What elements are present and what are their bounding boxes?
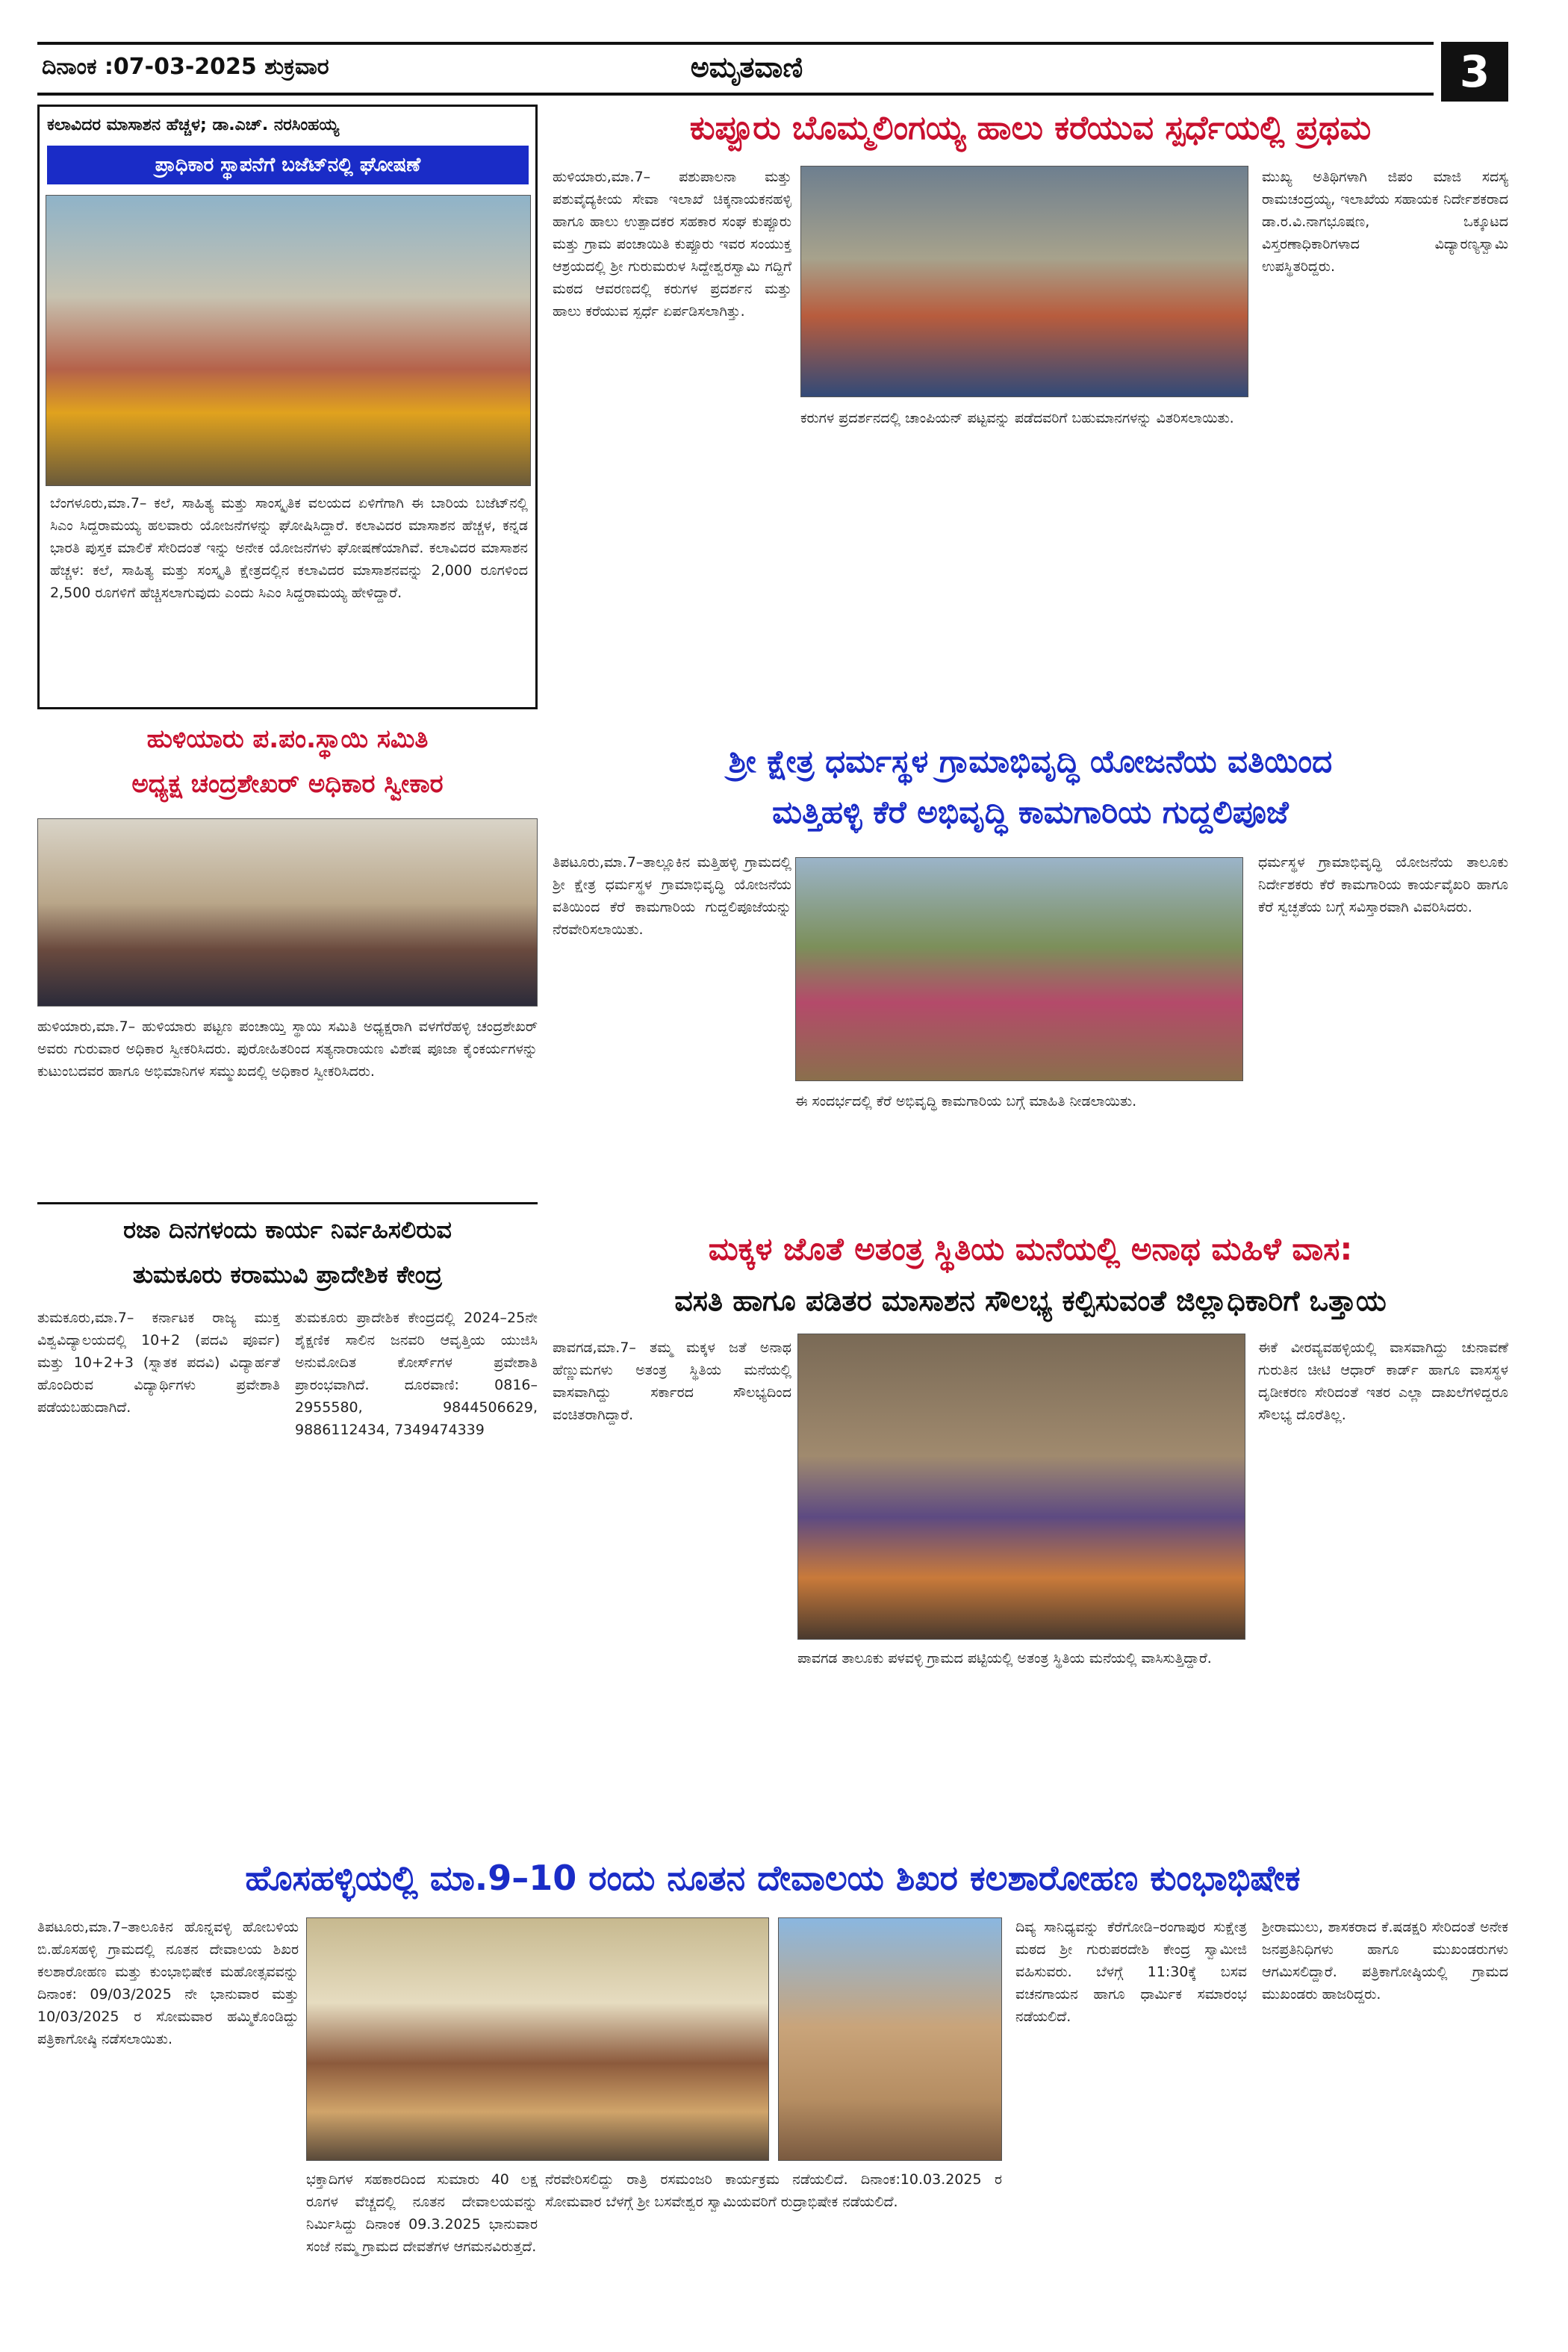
story-milking-col2: ಕರುಗಳ ಪ್ರದರ್ಶನದಲ್ಲಿ ಚಾಂಪಿಯನ್ ಪಟ್ಟವನ್ನು ಪಡೆದವರಿಗೆ ಬಹುಮಾನಗಳನ್ನು ವಿತರಿಸಲಾಯಿತು. [800,410,1234,426]
story-university-col2: ತುಮಕೂರು ಪ್ರಾದೇಶಿಕ ಕೇಂದ್ರದಲ್ಲಿ 2024–25ನೇ ಶೈಕ್ಷಣಿಕ ಸಾಲಿನ ಜನವರಿ ಆವೃತ್ತಿಯ ಯುಜಿಸಿ ಅನುಮೋದಿತ ಕೋರ್ಸ್‌ಗಳ ಪ್ರವೇಶಾತಿ ಪ್ರಾರಂಭವಾಗಿದೆ. ದೂರವಾಣಿ: 0816–2955580, 9844506629, 9886112434, 7349474339 [295,1310,538,1438]
story-headline-standing-committee-1: ಹುಳಿಯಾರು ಪ.ಪಂ.ಸ್ಥಾಯಿ ಸಮಿತಿ [146,724,429,754]
story-headline-milking: ಕುಪ್ಪೂರು ಬೊಮ್ಮಲಿಂಗಯ್ಯ ಹಾಲು ಕರೆಯುವ ಸ್ಪರ್ಧೆಯಲ್ಲಿ ಪ್ರಥಮ [689,109,1372,147]
temple-photo [778,1917,1002,2161]
story-headline: ಪ್ರಾಧಿಕಾರ ಸ್ಥಾಪನೆಗೆ ಬಜೆಟ್‌ನಲ್ಲಿ ಘೋಷಣೆ [47,146,529,184]
story-headline-university-1: ರಜಾ ದಿನಗಳಂದು ಕಾರ್ಯ ನಿರ್ವಹಿಸಲಿರುವ [123,1216,452,1244]
story-milking-col1: ಹುಳಿಯಾರು,ಮಾ.7– ಪಶುಪಾಲನಾ ಮತ್ತು ಪಶುವೈದ್ಯಕೀಯ ಸೇವಾ ಇಲಾಖೆ ಚಿಕ್ಕನಾಯಕನಹಳ್ಳಿ ಹಾಗೂ ಹಾಲು ಉತ್ಪಾದಕರ ಸಹಕಾರ ಸಂಘ ಕುಪ್ಪೂರು ಮತ್ತು ಗ್ರಾಮ ಪಂಚಾಯಿತಿ ಕುಪ್ಪೂರು ಇವರ ಸಂಯುಕ್ತ ಆಶ್ರಯದಲ್ಲಿ ಶ್ರೀ ಗುರುಮರುಳ ಸಿದ್ದೇಶ್ವರಸ್ವಾಮಿ ಗದ್ದಿಗೆ ಮಠದ ಆವರಣದಲ್ಲಿ ಕರುಗಳ ಪ್ರದರ್ಶನ ಮತ್ತು ಹಾಲು ಕರೆಯುವ ಸ್ಪರ್ಧೆ ಏರ್ಪಡಿಸಲಾಗಿತ್ತು. [553,169,791,320]
story-university-col1: ತುಮಕೂರು,ಮಾ.7– ಕರ್ನಾಟಕ ರಾಜ್ಯ ಮುಕ್ತ ವಿಶ್ವವಿದ್ಯಾಲಯದಲ್ಲಿ 10+2 (ಪದವಿ ಪೂರ್ವ) ಮತ್ತು 10+2+3 (ಸ್ನಾತಕ ಪದವಿ) ವಿದ್ಯಾರ್ಹತೆ ಹೊಂದಿರುವ ವಿದ್ಯಾರ್ಥಿಗಳು ಪ್ರವೇಶಾತಿ ಪಡೆಯಬಹುದಾಗಿದೆ. [37,1310,280,1416]
story-headline-lake-1: ಶ್ರೀ ಕ್ಷೇತ್ರ ಧರ್ಮಸ್ಥಳ ಗ್ರಾಮಾಭಿವೃದ್ಧಿ ಯೋಜನೆಯ ವತಿಯಿಂದ [728,743,1333,780]
masthead-bottom-rule [37,93,1434,96]
story-headline-destitute-1: ಮಕ್ಕಳ ಜೊತೆ ಅತಂತ್ರ ಸ್ಥಿತಿಯ ಮನೆಯಲ್ಲಿ ಅನಾಥ ಮಹಿಳೆ ವಾಸ: [708,1231,1353,1267]
press-meet-photo [306,1917,769,2161]
story-headline-standing-committee-2: ಅಧ್ಯಕ್ಷ ಚಂದ್ರಶೇಖರ್ ಅಧಿಕಾರ ಸ್ವೀಕಾರ [131,769,444,799]
page-number: 3 [1441,42,1508,102]
story-destitute-col1: ಪಾವಗಡ,ಮಾ.7– ತಮ್ಮ ಮಕ್ಕಳ ಜತೆ ಅನಾಥ ಹೆಣ್ಣುಮಗಳು ಅತಂತ್ರ ಸ್ಥಿತಿಯ ಮನೆಯಲ್ಲಿ ವಾಸವಾಗಿದ್ದು ಸರ್ಕಾರದ ಸೌಲಭ್ಯದಿಂದ ವಂಚಿತರಾಗಿದ್ದಾರೆ. [553,1340,791,1423]
award-ceremony-photo [800,166,1248,397]
story-headline-destitute-2: ವಸತಿ ಹಾಗೂ ಪಡಿತರ ಮಾಸಾಶನ ಸೌಲಭ್ಯ ಕಲ್ಪಿಸುವಂತೆ ಜಿಲ್ಲಾಧಿಕಾರಿಗೆ ಒತ್ತಾಯ [674,1284,1387,1317]
folk-dance-photo [46,195,531,486]
story-destitute-col3: ಈಕೆ ವೀರವ್ಯವಹಳ್ಳಿಯಲ್ಲಿ ವಾಸವಾಗಿದ್ದು ಚುನಾವಣೆ ಗುರುತಿನ ಚೀಟಿ ಆಧಾರ್ ಕಾರ್ಡ್ ಹಾಗೂ ವಾಸಸ್ಥಳ ದೃಡೀಕರಣ ಸೇರಿದಂತೆ ಇತರ ಎಲ್ಲಾ ದಾಖಲೆಗಳಿದ್ದರೂ ಸೌಲಭ್ಯ ದೊರೆತಿಲ್ಲ. [1258,1340,1508,1423]
issue-date: ದಿನಾಂಕ :07-03-2025 ಶುಕ್ರವಾರ [42,54,329,80]
committee-photo [37,818,538,1007]
groundbreaking-photo [795,857,1243,1081]
story-artist-pension-box [37,105,538,709]
story-temple-col4: ದಿವ್ಯ ಸಾನಿಧ್ಯವನ್ನು ಕೆರೆಗೋಡಿ–ರಂಗಾಪುರ ಸುಕ್ಷೇತ್ರ ಮಠದ ಶ್ರೀ ಗುರುಪರದೇಶಿ ಕೇಂದ್ರ ಸ್ವಾಮೀಜಿ ವಹಿಸುವರು. ಬೆಳಗ್ಗೆ 11:30ಕ್ಕೆ ಬಸವ ವಚನಗಾಯನ ಹಾಗೂ ಧಾರ್ಮಿಕ ಸಮಾರಂಭ ನಡೆಯಲಿದೆ. [1015,1919,1247,2025]
story-headline-lake-2: ಮತ್ತಿಹಳ್ಳಿ ಕೆರೆ ಅಭಿವೃದ್ಧಿ ಕಾಮಗಾರಿಯ ಗುದ್ದಲಿಪೂಜೆ [772,794,1289,830]
family-photo [797,1334,1245,1640]
story-temple-col1: ತಿಪಟೂರು,ಮಾ.7–ತಾಲೂಕಿನ ಹೊನ್ನವಳ್ಳಿ ಹೋಬಳಿಯ ಬಿ.ಹೊಸಹಳ್ಳಿ ಗ್ರಾಮದಲ್ಲಿ ನೂತನ ದೇವಾಲಯ ಶಿಖರ ಕಲಶಾರೋಹಣ ಮತ್ತು ಕುಂಭಾಭಿಷೇಕ ಮಹೋತ್ಸವವನ್ನು ದಿನಾಂಕ: 09/03/2025 ನೇ ಭಾನುವಾರ ಮತ್ತು 10/03/2025 ರ ಸೋಮವಾರ ಹಮ್ಮಿಕೊಂಡಿದ್ದು ಪತ್ರಿಕಾಗೋಷ್ಠಿ ನಡೆಸಲಾಯಿತು. [37,1919,299,2047]
divider-rule [37,1202,538,1204]
story-lake-col1: ತಿಪಟೂರು,ಮಾ.7–ತಾಲ್ಲೂಕಿನ ಮತ್ತಿಹಳ್ಳಿ ಗ್ರಾಮದಲ್ಲಿ ಶ್ರೀ ಕ್ಷೇತ್ರ ಧರ್ಮಸ್ಥಳ ಗ್ರಾಮಾಭಿವೃದ್ಧಿ ಯೋಜನೆಯ ವತಿಯಿಂದ ಕೆರೆ ಕಾಮಗಾರಿಯ ಗುದ್ದಲಿಪೂಜೆಯನ್ನು ನೆರವೇರಿಸಲಾಯಿತು. [553,854,791,938]
story-lake-col3: ಧರ್ಮಸ್ಥಳ ಗ್ರಾಮಾಭಿವೃದ್ಧಿ ಯೋಜನೆಯ ತಾಲೂಕು ನಿರ್ದೇಶಕರು ಕೆರೆ ಕಾಮಗಾರಿಯ ಕಾರ್ಯವೈಖರಿ ಹಾಗೂ ಕೆರೆ ಸ್ವಚ್ಛತೆಯ ಬಗ್ಗೆ ಸವಿಸ್ತಾರವಾಗಿ ವಿವರಿಸಿದರು. [1258,854,1508,915]
story-standing-committee-body: ಹುಳಿಯಾರು,ಮಾ.7– ಹುಳಿಯಾರು ಪಟ್ಟಣ ಪಂಚಾಯ್ತಿ ಸ್ಥಾಯಿ ಸಮಿತಿ ಅಧ್ಯಕ್ಷರಾಗಿ ವಳಗೆರೆಹಳ್ಳಿ ಚಂದ್ರಶೇಖರ್ ಅವರು ಗುರುವಾರ ಅಧಿಕಾರ ಸ್ವೀಕರಿಸಿದರು. ಪುರೋಹಿತರಿಂದ ಸತ್ಯನಾರಾಯಣ ವಿಶೇಷ ಪೂಜಾ ಕೈಂಕರ್ಯಗಳನ್ನು ಕುಟುಂಬದವರ ಹಾಗೂ ಅಭಿಮಾನಿಗಳ ಸಮ್ಮುಖದಲ್ಲಿ ಅಧಿಕಾರ ಸ್ವೀಕರಿಸಿದರು. [37,1018,538,1080]
story-kicker: ಕಲಾವಿದರ ಮಾಸಾಶನ ಹೆಚ್ಚಳ; ಡಾ.ಎಚ್. ನರಸಿಂಹಯ್ಯ [47,116,340,134]
story-headline-temple: ಹೊಸಹಳ್ಳಿಯಲ್ಲಿ ಮಾ.9–10 ರಂದು ನೂತನ ದೇವಾಲಯ ಶಿಖರ ಕಲಶಾರೋಹಣ ಕುಂಭಾಭಿಷೇಕ [245,1858,1301,1898]
masthead-top-rule [37,42,1434,45]
story-milking-col3: ಮುಖ್ಯ ಅತಿಥಿಗಳಾಗಿ ಜಿಪಂ ಮಾಜಿ ಸದಸ್ಯ ರಾಮಚಂದ್ರಯ್ಯ, ಇಲಾಖೆಯ ಸಹಾಯಕ ನಿರ್ದೇಶಕರಾದ ಡಾ.ರ.ವಿ.ನಾಗಭೂಷಣ, ಒಕ್ಕೂಟದ ವಿಸ್ತರಣಾಧಿಕಾರಿಗಳಾದ ವಿದ್ಯಾರಣ್ಯಸ್ವಾಮಿ ಉಪಸ್ಥಿತರಿದ್ದರು. [1262,169,1508,275]
story-lake-col2: ಈ ಸಂದರ್ಭದಲ್ಲಿ ಕೆರೆ ಅಭಿವೃದ್ಧಿ ಕಾಮಗಾರಿಯ ಬಗ್ಗೆ ಮಾಹಿತಿ ನೀಡಲಾಯಿತು. [795,1093,1137,1110]
story-temple-col2: ಭಕ್ತಾದಿಗಳ ಸಹಕಾರದಿಂದ ಸುಮಾರು 40 ಲಕ್ಷ ರೂಗಳ ವೆಚ್ಚದಲ್ಲಿ ನೂತನ ದೇವಾಲಯವನ್ನು ನಿರ್ಮಿಸಿದ್ದು ದಿನಾಂಕ 09.3.2025 ಭಾನುವಾರ ಸಂಜೆ ನಮ್ಮ ಗ್ರಾಮದ ದೇವತೆಗಳ ಆಗಮನವಿರುತ್ತದೆ. [306,2171,538,2255]
story-headline-university-2: ತುಮಕೂರು ಕರಾಮುವಿ ಪ್ರಾದೇಶಿಕ ಕೇಂದ್ರ [132,1260,443,1289]
story-temple-col3: ನೆರವೇರಿಸಲಿದ್ದು ರಾತ್ರಿ ರಸಮಂಜರಿ ಕಾರ್ಯಕ್ರಮ ನಡೆಯಲಿದೆ. ದಿನಾಂಕ:10.03.2025 ರ ಸೋಮವಾರ ಬೆಳಗ್ಗೆ ಶ್ರೀ ಬಸವೇಶ್ವರ ಸ್ವಾಮಿಯವರಿಗೆ ರುದ್ರಾಭಿಷೇಕ ನಡೆಯಲಿದೆ. [545,2171,1002,2210]
story-temple-col5: ಶ್ರೀರಾಮುಲು, ಶಾಸಕರಾದ ಕೆ.ಷಡಕ್ಷರಿ ಸೇರಿದಂತೆ ಅನೇಕ ಜನಪ್ರತಿನಿಧಿಗಳು ಹಾಗೂ ಮುಖಂಡರುಗಳು ಆಗಮಿಸಲಿದ್ದಾರೆ. ಪತ್ರಿಕಾಗೋಷ್ಠಿಯಲ್ಲಿ ಗ್ರಾಮದ ಮುಖಂಡರು ಹಾಜರಿದ್ದರು. [1262,1919,1508,2003]
story-body: ಬೆಂಗಳೂರು,ಮಾ.7– ಕಲೆ, ಸಾಹಿತ್ಯ ಮತ್ತು ಸಾಂಸ್ಕೃತಿಕ ವಲಯದ ಏಳಿಗೆಗಾಗಿ ಈ ಬಾರಿಯ ಬಜೆಟ್‌ನಲ್ಲಿ ಸಿಎಂ ಸಿದ್ದರಾಮಯ್ಯ ಹಲವಾರು ಯೋಜನೆಗಳನ್ನು ಘೋಷಿಸಿದ್ದಾರೆ. ಕಲಾವಿದರ ಮಾಸಾಶನ ಹೆಚ್ಚಳ, ಕನ್ನಡ ಭಾರತಿ ಪುಸ್ತಕ ಮಾಲಿಕೆ ಸೇರಿದಂತೆ ಇನ್ನು ಅನೇಕ ಯೋಜನೆಗಳು ಘೋಷಣೆಯಾಗಿವೆ. ಕಲಾವಿದರ ಮಾಸಾಶನ ಹೆಚ್ಚಳ: ಕಲೆ, ಸಾಹಿತ್ಯ ಮತ್ತು ಸಂಸ್ಕೃತಿ ಕ್ಷೇತ್ರದಲ್ಲಿನ ಕಲಾವಿದರ ಮಾಸಾಶನವನ್ನು 2,000 ರೂಗಳಿಂದ 2,500 ರೂಗಳಿಗೆ ಹೆಚ್ಚಿಸಲಾಗುವುದು ಎಂದು ಸಿಎಂ ಸಿದ್ದರಾಮಯ್ಯ ಹೇಳಿದ್ದಾರೆ. [50,495,528,601]
paper-name: ಅಮೃತವಾಣಿ [690,51,803,84]
story-destitute-col2: ಪಾವಗಡ ತಾಲೂಕು ಪಳವಳ್ಳಿ ಗ್ರಾಮದ ಪಟ್ಟಿಯಲ್ಲಿ ಅತಂತ್ರ ಸ್ಥಿತಿಯ ಮನೆಯಲ್ಲಿ ವಾಸಿಸುತ್ತಿದ್ದಾರೆ. [797,1650,1212,1667]
